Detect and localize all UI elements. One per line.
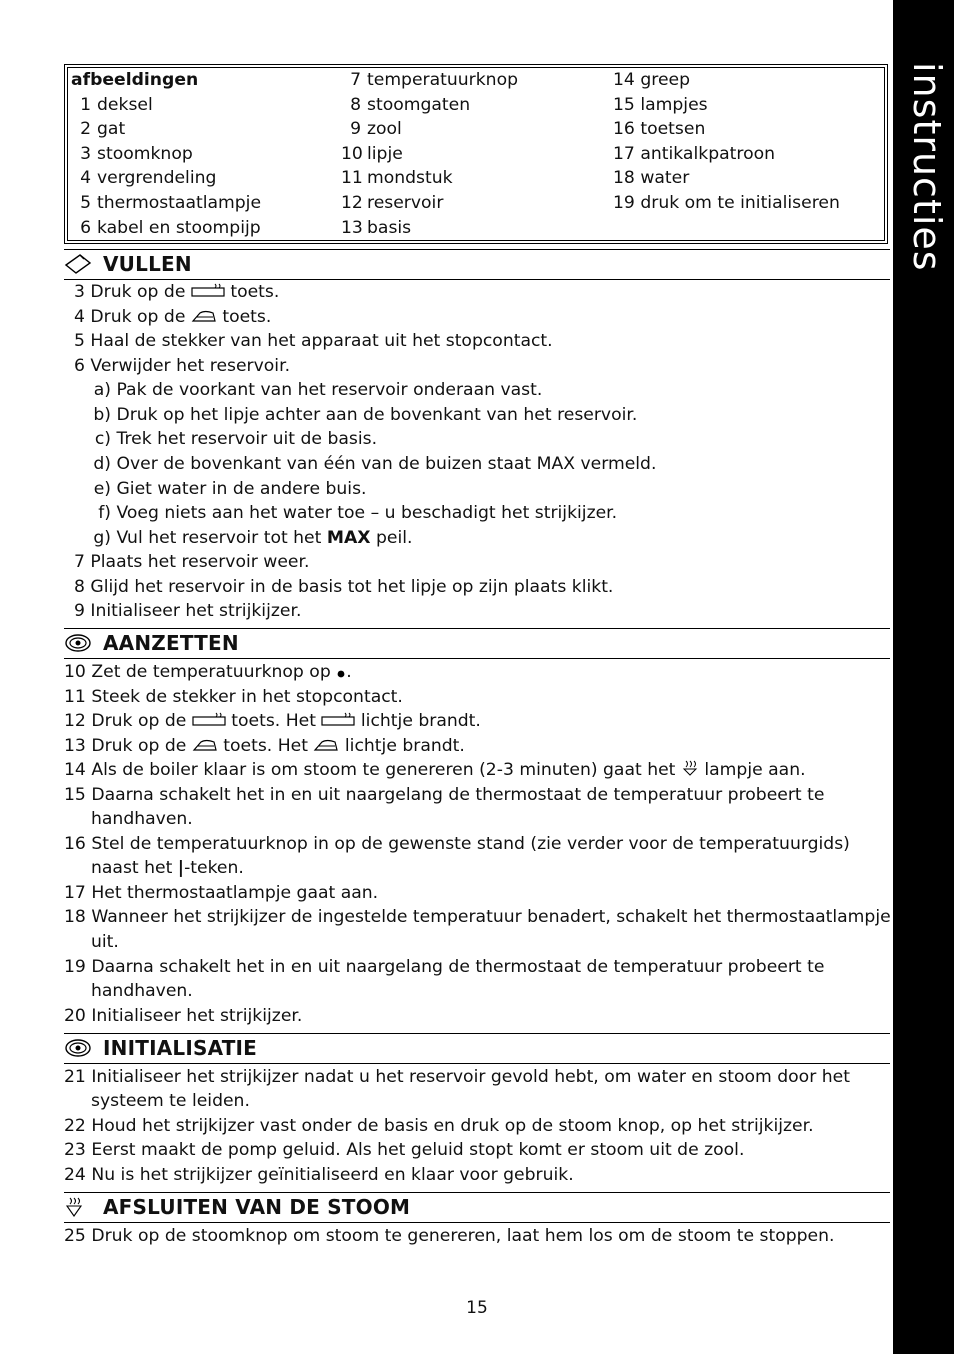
step-4: 4 Druk op de toets.: [74, 307, 272, 327]
step-3: 3 Druk op de toets.: [74, 282, 280, 302]
step-12: 12 Druk op de toets. Het lichtje brandt.: [64, 711, 481, 731]
section-header-aanzetten: [64, 628, 890, 659]
step-21: 21 Initialiseer het strijkijzer nadat u het reservoir gevold hebt, om water en stoom door het: [64, 1067, 850, 1087]
step-18: 18 Wanneer het strijkijzer de ingestelde temperatuur benadert, schakelt het thermostaatlampje: [64, 907, 891, 927]
step-16-cont: naast het |-teken.: [91, 858, 244, 878]
parts-item: 7 temperatuurknop: [350, 70, 519, 90]
substep-g: g) Vul het reservoir tot het MAX peil.: [93, 528, 413, 548]
step-5: 5 Haal de stekker van het apparaat uit het stopcontact.: [74, 331, 553, 351]
parts-item: 4 vergrendeling: [80, 168, 217, 189]
iron-icon: [192, 737, 218, 753]
parts-item: 10 lipje: [341, 143, 403, 164]
step-13: 13 Druk op de toets. Het lichtje brandt.: [64, 736, 465, 756]
parts-title: afbeeldingen: [71, 70, 199, 90]
step-19: 19 Daarna schakelt het in en uit naargelang de thermostaat de temperatuur probeert te: [64, 957, 825, 977]
step-16: 16 Stel de temperatuurknop in op de gewenste stand (zie verder voor de temperatuurgids): [64, 834, 850, 854]
parts-item: 3 stoomknop: [80, 143, 193, 164]
parts-item: 12 reservoir: [341, 192, 444, 213]
parts-item: 8 stoomgaten: [350, 94, 471, 115]
step-7: 7 Plaats het reservoir weer.: [74, 552, 310, 572]
parts-item: 13 basis: [341, 217, 412, 238]
substep-d: d) Over de bovenkant van één van de buizen staat MAX vermeld.: [93, 454, 657, 474]
section-title: AANZETTEN: [103, 631, 239, 655]
parts-column-3: [613, 68, 840, 216]
iron-icon: [191, 308, 217, 324]
fill-jug-icon: [64, 253, 92, 275]
substep-c: c) Trek het reservoir uit de basis.: [94, 429, 378, 449]
step-8: 8 Glijd het reservoir in de basis tot het lipje op zijn plaats klikt.: [74, 577, 614, 597]
parts-item: 19 druk om te initialiseren: [613, 192, 840, 213]
parts-item: 11 mondstuk: [341, 168, 453, 189]
parts-column-2: [341, 68, 518, 240]
parts-list-box: [64, 64, 888, 244]
parts-item: 14 greep: [613, 70, 691, 90]
steam-key-icon: [191, 283, 225, 299]
step-14: 14 Als de boiler klaar is om stoom te genereren (2-3 minuten) gaat het lampje aan.: [64, 760, 806, 780]
substep-f: f) Voeg niets aan het water toe – u beschadigt het strijkijzer.: [98, 503, 618, 523]
eye-icon: [64, 632, 92, 654]
section-header-initialisatie: [64, 1033, 890, 1064]
steam-key-icon: [192, 712, 226, 728]
step-22: 22 Houd het strijkijzer vast onder de basis en druk op de stoom knop, op het strijkijzer.: [64, 1116, 814, 1136]
sidebar-label: instructies: [905, 62, 949, 272]
parts-item: 1 deksel: [80, 94, 153, 115]
parts-item: 5 thermostaatlampje: [80, 192, 262, 213]
step-21-cont: systeem te leiden.: [91, 1091, 250, 1111]
steam-light-icon: [321, 712, 355, 728]
substep-a: a) Pak de voorkant van het reservoir onderaan vast.: [93, 380, 543, 400]
parts-item: 17 antikalkpatroon: [613, 143, 775, 164]
step-17: 17 Het thermostaatlampje gaat aan.: [64, 883, 379, 903]
section-title: INITIALISATIE: [103, 1036, 258, 1060]
steam-ready-icon: [681, 759, 699, 777]
step-11: 11 Steek de stekker in het stopcontact.: [64, 687, 403, 707]
step-18-cont: uit.: [91, 932, 119, 952]
step-19-cont: handhaven.: [91, 981, 193, 1001]
step-23: 23 Eerst maakt de pomp geluid. Als het geluid stopt komt er stoom uit de zool.: [64, 1140, 745, 1160]
dot-setting-icon: [336, 667, 346, 679]
section-header-vullen: [64, 249, 890, 280]
steam-icon: [64, 1196, 92, 1218]
step-10: 10 Zet de temperatuurknop op .: [64, 662, 352, 682]
substep-e: e) Giet water in de andere buis.: [93, 479, 367, 499]
parts-item: 9 zool: [350, 119, 402, 140]
step-9: 9 Initialiseer het strijkijzer.: [74, 601, 302, 621]
parts-item: 6 kabel en stoompijp: [80, 217, 261, 238]
step-15: 15 Daarna schakelt het in en uit naargelang de thermostaat de temperatuur probeert te: [64, 785, 825, 805]
parts-item: 2 gat: [80, 119, 126, 140]
step-15-cont: handhaven.: [91, 809, 193, 829]
parts-item: 18 water: [613, 168, 690, 189]
parts-column-1: [71, 68, 261, 240]
section-title: AFSLUITEN VAN DE STOOM: [103, 1195, 411, 1219]
step-20: 20 Initialiseer het strijkijzer.: [64, 1006, 303, 1026]
section-title: VULLEN: [103, 252, 192, 276]
substep-b: b) Druk op het lipje achter aan de bovenkant van het reservoir.: [93, 405, 638, 425]
iron-light-icon: [313, 737, 339, 753]
section-header-afsluiten: [64, 1192, 890, 1223]
eye-icon: [64, 1037, 92, 1059]
step-6: 6 Verwijder het reservoir.: [74, 356, 291, 376]
sidebar-tab: [893, 0, 954, 1354]
step-25: 25 Druk op de stoomknop om stoom te genereren, laat hem los om de stoom te stoppen.: [64, 1226, 835, 1246]
parts-item: 16 toetsen: [613, 119, 706, 140]
page-number: 15: [466, 1298, 488, 1318]
parts-item: 15 lampjes: [613, 94, 708, 115]
step-24: 24 Nu is het strijkijzer geïnitialiseerd en klaar voor gebruik.: [64, 1165, 574, 1185]
